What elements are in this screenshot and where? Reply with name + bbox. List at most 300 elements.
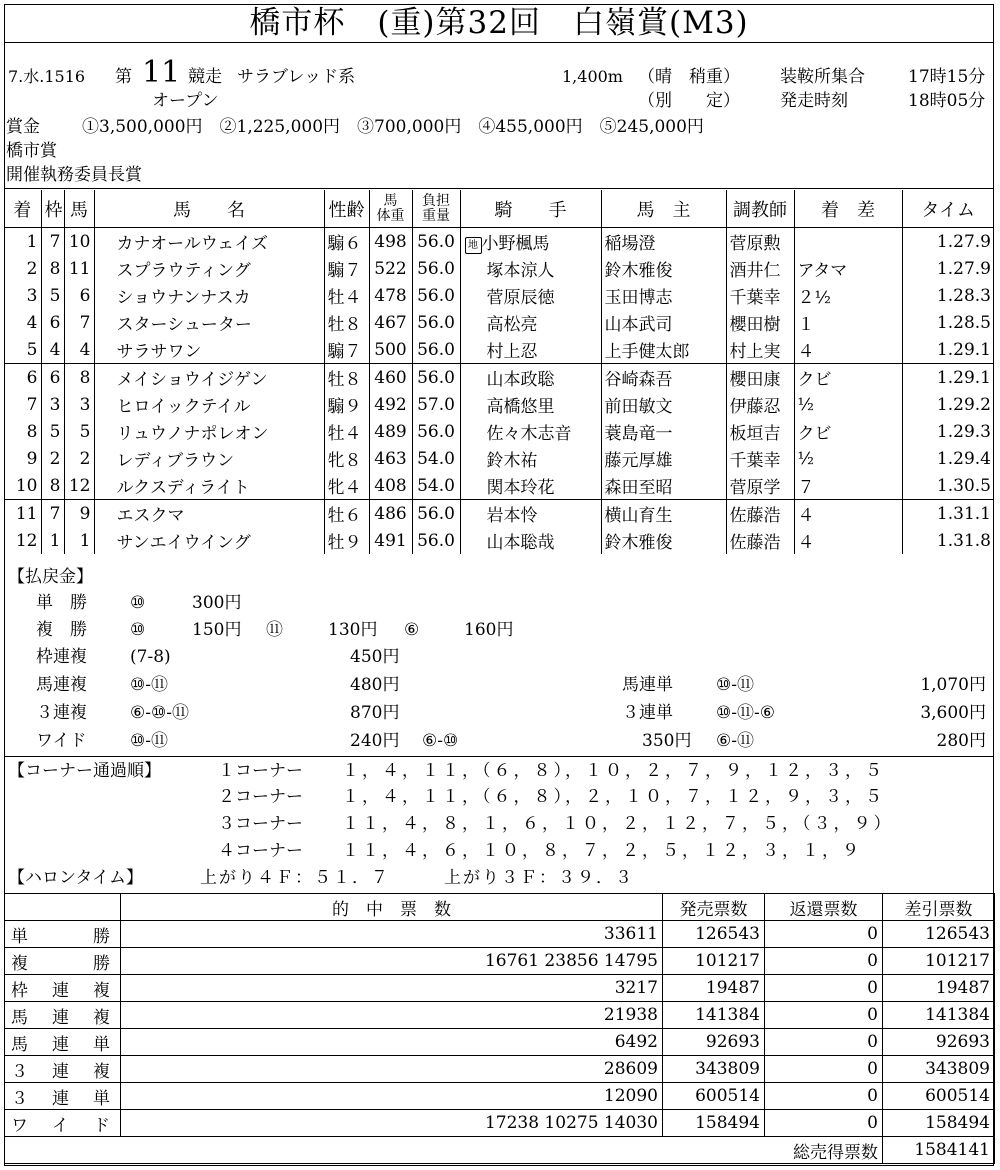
result-time: 1.30.5 (902, 472, 994, 500)
result-jockey-name: 村上忍 (486, 342, 538, 362)
local-jockey-mark-icon: 地 (465, 237, 482, 254)
result-horse-no: 10 (64, 228, 94, 256)
votes-net-count: 19487 (883, 975, 995, 1002)
corner-header: 【コーナー通過順】 (8, 761, 161, 781)
result-horse-no: 4 (64, 336, 94, 364)
votes-sold-count: 19487 (663, 975, 765, 1002)
result-sex-age: 牡８ (324, 309, 369, 336)
sanrenpuku-label: ３連複 (36, 703, 87, 723)
result-horse-name: サラサワン (94, 336, 324, 364)
result-jockey-name: 佐々木志音 (486, 424, 572, 444)
wide-combo-2: ⑥-⑩ (422, 731, 459, 751)
result-row (4, 364, 994, 392)
results-header-row (4, 190, 994, 228)
result-rank: 10 (4, 472, 41, 500)
result-row (4, 418, 994, 445)
result-rank: 4 (4, 309, 41, 336)
result-time: 1.28.5 (902, 309, 994, 336)
result-trainer: 菅原学 (726, 472, 794, 500)
distance: 1,400m (562, 67, 623, 86)
col-body-weight-l2: 体重 (376, 207, 405, 224)
votes-row (5, 1029, 995, 1056)
result-sex-age: 騸７ (324, 336, 369, 364)
result-horse-no: 3 (64, 391, 94, 418)
result-time: 1.29.1 (902, 364, 994, 392)
votes-net-count: 343809 (883, 1056, 995, 1083)
result-burden: 57.0 (412, 391, 460, 418)
result-frame: 6 (41, 364, 64, 392)
result-frame: 7 (41, 228, 64, 256)
votes-bet-type: 枠連複 (5, 975, 121, 1002)
wakuren-combo: (7-8) (130, 647, 171, 667)
award-2: 開催執務委員長賞 (6, 165, 142, 185)
result-body-weight: 498 (369, 228, 412, 256)
title-divider (4, 42, 994, 43)
col-jockey: 騎 手 (460, 190, 601, 228)
weather-condition: （晴 稍重） (638, 67, 740, 87)
result-time: 1.27.9 (902, 255, 994, 282)
result-owner: 山本武司 (601, 309, 726, 336)
votes-total-row (5, 1137, 995, 1164)
race-no-suffix: 競走 (188, 67, 222, 87)
result-horse-name: リュウノナポレオン (94, 418, 324, 445)
result-margin: クビ (794, 418, 902, 445)
wide-amount-2: 350円 (642, 731, 692, 751)
result-trainer: 伊藤忍 (726, 391, 794, 418)
result-rank: 12 (4, 527, 41, 554)
result-time: 1.27.9 (902, 228, 994, 256)
result-horse-name: スプラウティング (94, 255, 324, 282)
result-rank: 2 (4, 255, 41, 282)
votes-hit-count: 21938 (121, 1002, 663, 1029)
result-trainer: 佐藤浩 (726, 500, 794, 528)
results-table (4, 190, 994, 554)
result-time: 1.31.8 (902, 527, 994, 554)
votes-refund-count: 0 (765, 1056, 883, 1083)
payout-bottom-divider (4, 756, 994, 757)
result-margin (794, 228, 902, 256)
result-margin: ７ (794, 472, 902, 500)
votes-row (5, 1110, 995, 1137)
result-row (4, 391, 994, 418)
col-burden-l2: 重量 (422, 207, 450, 224)
result-body-weight: 489 (369, 418, 412, 445)
assemble-label: 装鞍所集合 (780, 67, 865, 87)
result-body-weight: 463 (369, 445, 412, 472)
start-label: 発走時刻 (780, 91, 848, 111)
umatan-label: 馬連単 (622, 675, 673, 695)
result-jockey-name: 高松亮 (486, 315, 538, 335)
col-horse-name: 馬 名 (94, 190, 324, 228)
result-jockey-name: 小野楓馬 (481, 234, 550, 254)
votes-hit-count: 16761 23856 14795 (121, 948, 663, 975)
result-body-weight: 467 (369, 309, 412, 336)
result-body-weight: 460 (369, 364, 412, 392)
result-trainer: 菅原勲 (726, 228, 794, 256)
start-time: 18時05分 (908, 91, 986, 111)
breed: サラブレッド系 (237, 67, 356, 87)
result-burden: 56.0 (412, 309, 460, 336)
result-frame: 4 (41, 336, 64, 364)
result-trainer: 櫻田康 (726, 364, 794, 392)
wide-combo-1: ⑩-⑪ (130, 731, 168, 751)
sanrenpuku-combo: ⑥-⑩-⑪ (130, 703, 189, 723)
award-1: 橋市賞 (6, 141, 57, 161)
result-jockey (460, 418, 601, 445)
umaren-combo: ⑩-⑪ (130, 675, 168, 695)
fukusho-combo-3: ⑥ (404, 620, 420, 640)
votes-net-count: 141384 (883, 1002, 995, 1029)
result-time: 1.31.1 (902, 500, 994, 528)
corner-1-order: １，４，１１，（６，８），１０，２，７，９，１２，３，５ (342, 761, 885, 781)
result-jockey-name: 山本聡哉 (486, 533, 555, 553)
col-margin: 着 差 (794, 190, 902, 228)
result-burden: 56.0 (412, 282, 460, 309)
result-jockey (460, 228, 601, 256)
votes-row (5, 1002, 995, 1029)
fukusho-amount-3: 160円 (464, 620, 514, 640)
result-margin: ２½ (794, 282, 902, 309)
votes-hit-count: 12090 (121, 1083, 663, 1110)
tansho-combo: ⑩ (130, 593, 146, 613)
result-horse-name: ショウナンナスカ (94, 282, 324, 309)
result-jockey-name: 岩本怜 (486, 506, 538, 526)
votes-col-hit: 的 中 票 数 (121, 894, 663, 921)
result-jockey (460, 309, 601, 336)
result-horse-name: スターシューター (94, 309, 324, 336)
votes-net-count: 101217 (883, 948, 995, 975)
result-margin: ４ (794, 336, 902, 364)
result-rank: 5 (4, 336, 41, 364)
result-row (4, 472, 994, 500)
result-owner: 谷崎森吾 (601, 364, 726, 392)
votes-total-label: 総売得票数 (5, 1137, 883, 1164)
result-rank: 3 (4, 282, 41, 309)
result-body-weight: 500 (369, 336, 412, 364)
votes-bet-type: 複勝 (5, 948, 121, 975)
votes-sold-count: 158494 (663, 1110, 765, 1137)
result-jockey-name: 高橋悠里 (486, 397, 555, 417)
result-row (4, 309, 994, 336)
result-jockey-name: 塚本涼人 (486, 261, 555, 281)
result-horse-no: 11 (64, 255, 94, 282)
col-rank: 着 (4, 190, 41, 228)
votes-refund-count: 0 (765, 921, 883, 948)
result-frame: 7 (41, 500, 64, 528)
result-body-weight: 522 (369, 255, 412, 282)
votes-sold-count: 141384 (663, 1002, 765, 1029)
result-time: 1.29.3 (902, 418, 994, 445)
result-horse-no: 8 (64, 364, 94, 392)
wide-amount-3: 280円 (936, 731, 986, 751)
votes-header-row (5, 894, 995, 921)
result-trainer: 板垣吉 (726, 418, 794, 445)
votes-refund-count: 0 (765, 1083, 883, 1110)
result-horse-no: 5 (64, 418, 94, 445)
votes-net-count: 600514 (883, 1083, 995, 1110)
votes-net-count: 126543 (883, 921, 995, 948)
col-body-weight (369, 190, 412, 228)
result-owner: 藤元厚雄 (601, 445, 726, 472)
umaren-amount: 480円 (350, 675, 400, 695)
corner-3-order: １１，４，８，１，６，１０，２，１２，７，５，（３，９） (342, 814, 894, 834)
result-margin: アタマ (794, 255, 902, 282)
result-owner: 蓑島竜一 (601, 418, 726, 445)
result-sex-age: 牝４ (324, 472, 369, 500)
wakuren-amount: 450円 (350, 647, 400, 667)
result-trainer: 千葉幸 (726, 445, 794, 472)
result-horse-name: ルクスディライト (94, 472, 324, 500)
votes-sold-count: 600514 (663, 1083, 765, 1110)
result-sex-age: 牡８ (324, 364, 369, 392)
result-sex-age: 騸６ (324, 228, 369, 256)
result-body-weight: 492 (369, 391, 412, 418)
result-rank: 7 (4, 391, 41, 418)
result-margin: ４ (794, 500, 902, 528)
votes-refund-count: 0 (765, 1002, 883, 1029)
votes-row (5, 948, 995, 975)
votes-bet-type: ３連複 (5, 1056, 121, 1083)
result-rank: 6 (4, 364, 41, 392)
corner-2-order: １，４，１１，（６，８），２，１０，７，１２，９，３，５ (342, 787, 885, 807)
votes-row (5, 1083, 995, 1110)
result-horse-name: エスクマ (94, 500, 324, 528)
result-jockey-name: 関本玲花 (486, 478, 555, 498)
fukusho-amount-2: 130円 (328, 620, 378, 640)
votes-table (4, 893, 995, 1164)
corner-1-label: １コーナー (218, 761, 303, 781)
sanrentan-combo: ⑩-⑪-⑥ (716, 703, 775, 723)
result-frame: 6 (41, 309, 64, 336)
umatan-amount: 1,070円 (920, 675, 986, 695)
result-row (4, 500, 994, 528)
result-jockey (460, 472, 601, 500)
result-horse-name: メイショウイジゲン (94, 364, 324, 392)
votes-hit-count: 3217 (121, 975, 663, 1002)
result-frame: 8 (41, 472, 64, 500)
result-row (4, 282, 994, 309)
col-frame: 枠 (41, 190, 64, 228)
result-burden: 54.0 (412, 445, 460, 472)
result-frame: 5 (41, 282, 64, 309)
result-horse-no: 1 (64, 527, 94, 554)
results-top-divider (4, 188, 994, 189)
umatan-combo: ⑩-⑪ (716, 675, 754, 695)
result-jockey (460, 282, 601, 309)
result-frame: 1 (41, 527, 64, 554)
votes-bet-type: ワイド (5, 1110, 121, 1137)
wakuren-label: 枠連複 (36, 647, 87, 667)
votes-hit-count: 17238 10275 14030 (121, 1110, 663, 1137)
votes-col-net: 差引票数 (883, 894, 995, 921)
tansho-amount: 300円 (192, 593, 242, 613)
result-sex-age: 牡６ (324, 500, 369, 528)
sanrenpuku-amount: 870円 (350, 703, 400, 723)
result-rank: 8 (4, 418, 41, 445)
result-jockey (460, 391, 601, 418)
result-frame: 5 (41, 418, 64, 445)
race-title: 橋市杯 (重)第32回 白嶺賞(M3) (249, 5, 749, 41)
result-jockey-name: 菅原辰徳 (486, 288, 555, 308)
prize-label: 賞金 (6, 117, 40, 137)
result-horse-no: 9 (64, 500, 94, 528)
votes-col-refund: 返還票数 (765, 894, 883, 921)
result-burden: 54.0 (412, 472, 460, 500)
result-row (4, 527, 994, 554)
result-jockey (460, 336, 601, 364)
col-burden-l1: 負担 (422, 192, 450, 209)
votes-refund-count: 0 (765, 1110, 883, 1137)
result-horse-no: 2 (64, 445, 94, 472)
result-rank: 11 (4, 500, 41, 528)
votes-refund-count: 0 (765, 1029, 883, 1056)
result-row (4, 228, 994, 256)
votes-corner-cell (5, 894, 121, 921)
result-frame: 3 (41, 391, 64, 418)
col-sex-age: 性齢 (324, 190, 369, 228)
corner-4-label: ４コーナー (218, 841, 303, 861)
result-rank: 1 (4, 228, 41, 256)
result-frame: 8 (41, 255, 64, 282)
col-body-weight-l1: 馬 (383, 192, 398, 209)
votes-bet-type: 単勝 (5, 921, 121, 948)
votes-hit-count: 33611 (121, 921, 663, 948)
result-trainer: 櫻田樹 (726, 309, 794, 336)
votes-bet-type: 馬連複 (5, 1002, 121, 1029)
result-burden: 56.0 (412, 255, 460, 282)
result-rank: 9 (4, 445, 41, 472)
fukusho-combo-1: ⑩ (130, 620, 146, 640)
assemble-time: 17時15分 (908, 67, 986, 87)
votes-col-sold: 発売票数 (663, 894, 765, 921)
wide-amount-1: 240円 (350, 731, 400, 751)
result-burden: 56.0 (412, 418, 460, 445)
fukusho-amount-1: 150円 (192, 620, 242, 640)
votes-bet-type: ３連単 (5, 1083, 121, 1110)
result-owner: 森田至昭 (601, 472, 726, 500)
umaren-label: 馬連複 (36, 675, 87, 695)
corner-2-label: ２コーナー (218, 787, 303, 807)
result-horse-name: レディブラウン (94, 445, 324, 472)
result-frame: 2 (41, 445, 64, 472)
result-time: 1.29.4 (902, 445, 994, 472)
result-jockey (460, 364, 601, 392)
result-body-weight: 478 (369, 282, 412, 309)
votes-sold-count: 92693 (663, 1029, 765, 1056)
result-burden: 56.0 (412, 228, 460, 256)
payout-header: 【払戻金】 (8, 567, 93, 587)
tansho-label: 単 勝 (36, 593, 87, 613)
result-body-weight: 491 (369, 527, 412, 554)
result-row (4, 445, 994, 472)
result-owner: 上手健太郎 (601, 336, 726, 364)
votes-refund-count: 0 (765, 948, 883, 975)
votes-row (5, 975, 995, 1002)
date-code: 7.水.1516 (8, 67, 86, 86)
result-trainer: 千葉幸 (726, 282, 794, 309)
result-row (4, 255, 994, 282)
result-margin: クビ (794, 364, 902, 392)
col-time: タイム (902, 190, 994, 228)
fukusho-label: 複 勝 (36, 620, 87, 640)
result-horse-no: 12 (64, 472, 94, 500)
votes-sold-count: 126543 (663, 921, 765, 948)
result-sex-age: 騸９ (324, 391, 369, 418)
result-jockey (460, 500, 601, 528)
result-burden: 56.0 (412, 364, 460, 392)
result-horse-name: ヒロイックテイル (94, 391, 324, 418)
corner-3-label: ３コーナー (218, 814, 303, 834)
sanrentan-label: ３連単 (622, 703, 673, 723)
result-horse-no: 6 (64, 282, 94, 309)
result-trainer: 酒井仁 (726, 255, 794, 282)
votes-bet-type: 馬連単 (5, 1029, 121, 1056)
votes-sold-count: 101217 (663, 948, 765, 975)
result-owner: 前田敏文 (601, 391, 726, 418)
votes-net-count: 158494 (883, 1110, 995, 1137)
result-row (4, 336, 994, 364)
result-trainer: 村上実 (726, 336, 794, 364)
last-4f: 上がり４Ｆ：５１．７ (200, 868, 390, 888)
result-burden: 56.0 (412, 336, 460, 364)
result-horse-no: 7 (64, 309, 94, 336)
result-time: 1.28.3 (902, 282, 994, 309)
result-owner: 玉田博志 (601, 282, 726, 309)
weight-type: （別 定） (638, 91, 740, 111)
result-owner: 鈴木雅俊 (601, 255, 726, 282)
result-jockey-name: 鈴木祐 (486, 451, 538, 471)
result-jockey-name: 山本政聡 (486, 370, 555, 390)
result-time: 1.29.2 (902, 391, 994, 418)
result-burden: 56.0 (412, 500, 460, 528)
result-sex-age: 牡４ (324, 418, 369, 445)
col-trainer: 調教師 (726, 190, 794, 228)
result-sex-age: 牝８ (324, 445, 369, 472)
result-jockey (460, 445, 601, 472)
race-class: オープン (152, 91, 219, 111)
sanrentan-amount: 3,600円 (920, 703, 986, 723)
result-margin: １ (794, 309, 902, 336)
votes-row (5, 921, 995, 948)
result-margin: ½ (794, 445, 902, 472)
result-sex-age: 騸７ (324, 255, 369, 282)
result-horse-name: サンエイウイング (94, 527, 324, 554)
result-jockey (460, 255, 601, 282)
furlong-header: 【ハロンタイム】 (8, 868, 143, 888)
votes-net-count: 92693 (883, 1029, 995, 1056)
result-horse-name: カナオールウェイズ (94, 228, 324, 256)
votes-hit-count: 6492 (121, 1029, 663, 1056)
result-sex-age: 牡９ (324, 527, 369, 554)
wide-label: ワイド (36, 731, 87, 751)
votes-sold-count: 343809 (663, 1056, 765, 1083)
result-jockey (460, 527, 601, 554)
votes-total-value: 1584141 (883, 1137, 995, 1164)
wide-combo-3: ⑥-⑪ (716, 731, 754, 751)
race-number: 11 (142, 55, 181, 90)
votes-hit-count: 28609 (121, 1056, 663, 1083)
result-owner: 稲場澄 (601, 228, 726, 256)
result-burden: 56.0 (412, 527, 460, 554)
corner-4-order: １１，４，６，１０，８，７，２，５，１２，３，１，９ (342, 841, 862, 861)
result-body-weight: 486 (369, 500, 412, 528)
result-owner: 鈴木雅俊 (601, 527, 726, 554)
result-body-weight: 408 (369, 472, 412, 500)
last-3f: 上がり３Ｆ：３９．３ (444, 868, 634, 888)
result-time: 1.29.1 (902, 336, 994, 364)
result-margin: ½ (794, 391, 902, 418)
fukusho-combo-2: ⑪ (266, 620, 283, 640)
